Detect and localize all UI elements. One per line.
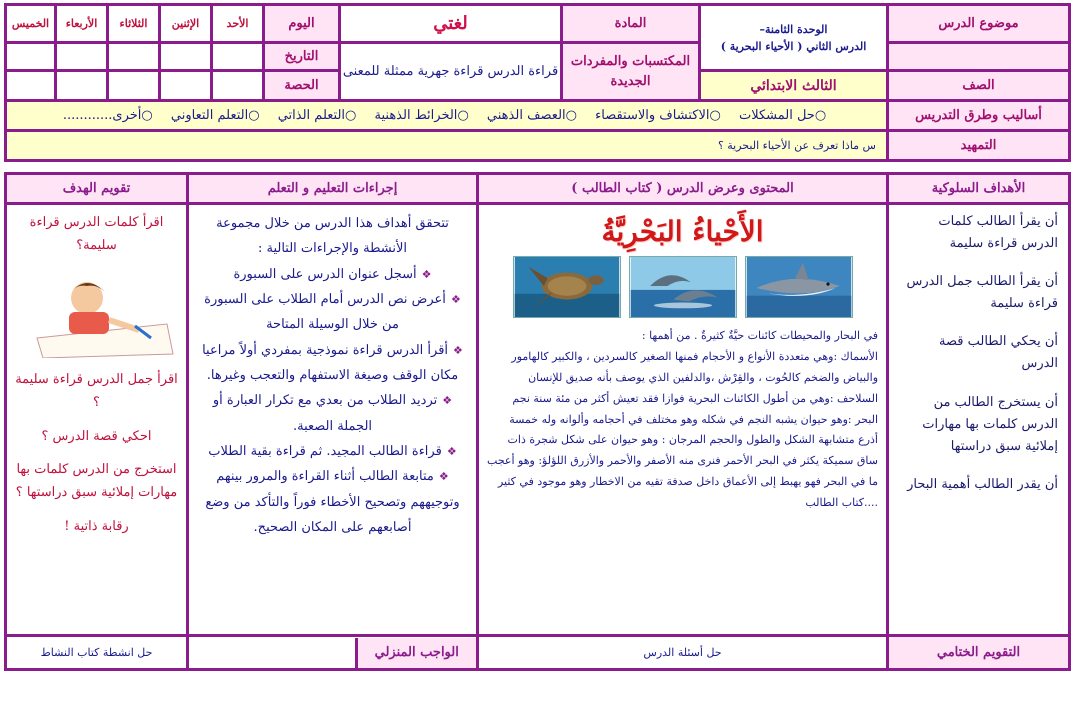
subject-label: المادة	[562, 5, 700, 43]
procedures-intro: تتحقق أهداف هذا الدرس من خلال مجموعة الأنشطة والإجراءات التالية :	[216, 216, 449, 257]
grade-value: الثالث الابتدائي	[700, 71, 888, 101]
date-cell-5	[6, 43, 56, 71]
student-writing-clipart	[17, 268, 177, 358]
day-thursday: الخميس	[6, 5, 56, 43]
lesson-topic	[700, 5, 888, 71]
intro-text: س ماذا تعرف عن الأحياء البحرية ؟	[6, 131, 888, 161]
methods-list	[6, 101, 888, 131]
day-wednesday: الأربعاء	[56, 5, 108, 43]
procedure-item: ❖ قراءة الطالب المجيد. ثم قراءة بقية الطلاب	[197, 439, 468, 464]
day-sunday: الأحد	[212, 5, 264, 43]
day-tuesday: الثلاثاء	[108, 5, 160, 43]
objectives-header: الأهداف السلوكية	[888, 174, 1070, 204]
content-header: المحتوى وعرض الدرس ( كتاب الطالب )	[478, 174, 888, 204]
method-item: ○التعلم الذاتي	[277, 108, 357, 123]
content-text	[487, 326, 878, 514]
method-item: ○حل المشكلات	[738, 108, 827, 123]
date-cell-1	[212, 43, 264, 71]
content-paragraph: السلاحف :وهي من أطول الكائنات البحرية فوازا فقد تعيش أكثر من مئة سنة نجم البحر :وهو حيوان يشبه النجم في شكله وهو مختلف في أحجامه وألوانه وله خمسة أذرع متشابهة الشكل والطول والحجم المرجان : وهو حيوان على شكل شجرة ذات ساق سميكة يكثر في البحر الأحمر فنرى منه الأصفر والأحمر والأزرق اللؤلؤ: وهو أعجب ما في البحر فهو يهبط إلى الأعماق داخل صدفة تقيه من الاخطار وهو موجود في كثير ....كتاب الطالب	[487, 391, 878, 510]
day-label: اليوم	[264, 5, 340, 43]
evaluation-cell	[6, 204, 188, 636]
homework-label: الواجب المنزلي	[356, 638, 476, 668]
method-item: ○أخرى............	[62, 108, 153, 123]
objective-item: أن يقدر الطالب أهمية البحار	[907, 476, 1058, 492]
objective-item: أن يقرأ الطالب كلمات الدرس قراءة سليمة	[938, 214, 1058, 252]
content-title: الأَحْياءُ البَحْرِيَّةُ	[601, 215, 764, 248]
lesson-header-table	[4, 3, 1071, 162]
period-label: الحصة	[264, 71, 340, 101]
unit-text: الوحدة الثامنة–	[759, 22, 828, 36]
prior-knowledge-label: المكتسبات والمفردات الجديدة	[562, 43, 700, 101]
day-monday: الإثنين	[160, 5, 212, 43]
homework-value: حل انشطة كتاب النشاط	[6, 636, 188, 670]
method-item: ○العصف الذهني	[486, 108, 577, 123]
procedure-item: ❖ أعرض نص الدرس أمام الطلاب على السبورة من خلال الوسيلة المتاحة	[197, 287, 468, 338]
evaluation-item: اقرأ جمل الدرس قراءة سليمة ؟	[15, 371, 178, 411]
final-eval-value: حل أسئلة الدرس	[478, 636, 888, 670]
date-cell-2	[160, 43, 212, 71]
objective-item: أن يقرأ الطالب جمل الدرس قراءة سليمة	[906, 274, 1058, 312]
homework-row	[188, 636, 478, 670]
procedure-item: ❖ أقرأ الدرس قراءة نموذجية بمفردي أولاً مراعيا مكان الوقف وصيغة الاستفهام والتعجب وغيرها.	[197, 338, 468, 389]
procedure-item: ❖ متابعة الطالب أثناء القراءة والمرور بينهم وتوجيههم وتصحيح الأخطاء فوراً والتأكد من وضع أصابعهم على المكان الصحيح.	[197, 464, 468, 540]
evaluation-item: اقرأ كلمات الدرس قراءة سليمة؟	[29, 215, 164, 254]
evaluation-header: تقويم الهدف	[6, 174, 188, 204]
date-cell-3	[108, 43, 160, 71]
objective-item: أن يستخرج الطالب من الدرس كلمات بها مهارات إملائية سبق دراستها	[922, 394, 1058, 454]
period-cell-3	[108, 71, 160, 101]
objective-item: أن يحكي الطالب قصة الدرس	[939, 334, 1058, 372]
date-label: التاريخ	[264, 43, 340, 71]
objectives-list	[889, 205, 1068, 518]
method-item: ○التعلم التعاوني	[170, 108, 260, 123]
content-cell	[478, 204, 888, 636]
procedure-item: ❖ أسجل عنوان الدرس على السبورة	[197, 262, 468, 287]
lesson-topic-spacer	[888, 43, 1070, 71]
methods-label: أساليب وطرق التدريس	[888, 101, 1070, 131]
content-paragraph: في البحار والمحيطات كائنات حيَّةٌ كثيرةٌ . من أهمها :	[641, 329, 878, 342]
period-cell-2	[160, 71, 212, 101]
period-cell-1	[212, 71, 264, 101]
intro-label: التمهيد	[888, 131, 1070, 161]
grade-label: الصف	[888, 71, 1070, 101]
procedure-item: ❖ ترديد الطلاب من بعدي مع تكرار العبارة أو الجملة الصعبة.	[197, 388, 468, 439]
shark-photo	[745, 256, 853, 318]
method-item: ○الخرائط الذهنية	[374, 108, 469, 123]
evaluation-item: استخرج من الدرس كلمات بها مهارات إملائية سبق دراستها ؟	[15, 461, 178, 501]
evaluation-item: رقابة ذاتية !	[64, 518, 129, 534]
photo-strip	[487, 256, 878, 318]
lesson-text: الدرس الثاني ( الأحياء البحرية )	[720, 39, 867, 53]
period-cell-4	[56, 71, 108, 101]
method-item: ○الاكتشاف والاستقصاء	[595, 108, 721, 123]
turtle-photo	[513, 256, 621, 318]
evaluation-item: احكي قصة الدرس ؟	[41, 428, 152, 444]
lesson-topic-label: موضوع الدرس	[888, 5, 1070, 43]
content-paragraph: الأسماك :وهي متعددة الأنواع و الأحجام فمنها الصغير كالسردين ، والكبير كالهامور والبياض والضخم كالحُوت ، والقِرْش ،والدلفين الذي يوصف بأنه صديق للإنسان	[511, 349, 878, 384]
period-cell-5	[6, 71, 56, 101]
objectives-cell	[888, 204, 1070, 636]
homework-value-inline	[189, 638, 356, 668]
prior-knowledge-value: قراءة الدرس قراءة جهرية ممثلة للمعنى	[340, 43, 562, 101]
lesson-body-table	[4, 172, 1071, 671]
procedures-list	[197, 262, 468, 541]
procedures-cell	[188, 204, 478, 636]
final-eval-label: التقويم الختامي	[888, 636, 1070, 670]
dolphins-photo	[629, 256, 737, 318]
date-cell-4	[56, 43, 108, 71]
subject-value: لغتي	[340, 5, 562, 43]
procedures-header: إجراءات التعليم و التعلم	[188, 174, 478, 204]
